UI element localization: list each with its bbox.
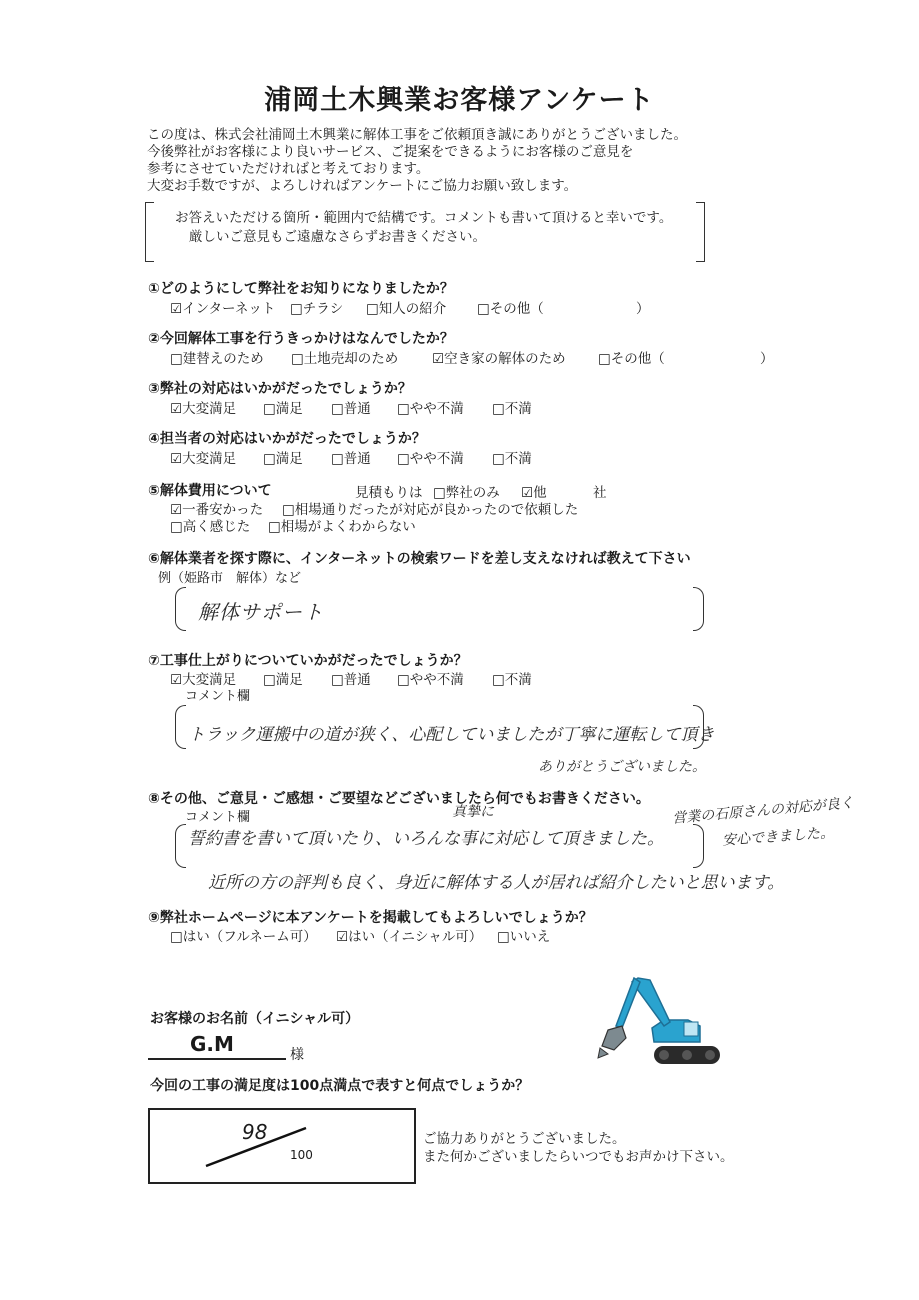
q7-comment-line2[interactable]: ありがとうございました。 bbox=[538, 759, 706, 775]
excavator-wheel bbox=[659, 1050, 669, 1060]
q5-estimate bbox=[355, 481, 615, 499]
q8-question: ⑧その他、ご意見・ご感想・ご要望などございましたら何でもお書きください。 bbox=[148, 791, 650, 807]
q7-comment-left-bracket bbox=[175, 705, 186, 749]
q1-option-internet[interactable]: ☑インターネット bbox=[170, 301, 276, 317]
q7-option-neutral[interactable]: □普通 bbox=[331, 672, 371, 688]
q9-option-initials[interactable]: ☑はい（イニシャル可） bbox=[336, 929, 483, 945]
q8-comment-insert[interactable]: 真摯に bbox=[452, 804, 494, 820]
closing-text bbox=[423, 1130, 734, 1166]
q7-option-somewhat-dissatisfied[interactable]: □やや不満 bbox=[397, 672, 464, 688]
q5-option-only-us[interactable]: □弊社のみ bbox=[433, 485, 500, 501]
q8-comment-line2[interactable]: 近所の方の評判も良く、身近に解体する人が居れば紹介したいと思います。 bbox=[208, 873, 785, 893]
q5-options-row2 bbox=[170, 515, 470, 533]
notice-left-bracket bbox=[145, 202, 154, 262]
q9-options bbox=[170, 925, 590, 943]
q9-option-no[interactable]: □いいえ bbox=[497, 929, 551, 945]
q2-options bbox=[170, 347, 790, 365]
excavator-wheel bbox=[705, 1050, 715, 1060]
q1-question: ①どのようにして弊社をお知りになりましたか？ bbox=[148, 281, 454, 297]
q7-comment-label: コメント欄 bbox=[185, 689, 251, 704]
name-value: G.M bbox=[190, 1032, 234, 1056]
excavator-arm bbox=[616, 978, 640, 1028]
q7-comment-line1[interactable]: トラック運搬中の道が狭く、心配していましたが丁寧に運転して頂き bbox=[188, 725, 715, 745]
notice-right-bracket bbox=[696, 202, 705, 262]
closing-line: また何かございましたらいつでもお声かけ下さい。 bbox=[423, 1149, 734, 1165]
q6-answer-right-bracket bbox=[693, 587, 704, 631]
q6-answer-left-bracket bbox=[175, 587, 186, 631]
excavator-wheel bbox=[682, 1050, 692, 1060]
q8-comment-label: コメント欄 bbox=[185, 810, 251, 825]
q2-option-other[interactable]: □その他（ bbox=[598, 351, 665, 367]
notice-line: お答えいただける箇所・範囲内で結構です。コメントも書いて頂けると幸いです。 bbox=[175, 210, 673, 226]
q2-option-vacant-house[interactable]: ☑空き家の解体のため bbox=[432, 351, 566, 367]
score-max: 100 bbox=[290, 1148, 313, 1162]
q3-option-neutral[interactable]: □普通 bbox=[331, 401, 371, 417]
notice-text bbox=[175, 209, 672, 247]
q4-question: ④担当者の対応はいかがだったでしょうか？ bbox=[148, 431, 426, 447]
q1-option-other[interactable]: □その他（ bbox=[477, 301, 544, 317]
q6-question: ⑥解体業者を探す際に、インターネットの検索ワードを差し支えなければ教えて下さい bbox=[148, 551, 691, 567]
q7-question: ⑦工事仕上がりについていかがだったでしょうか？ bbox=[148, 653, 468, 669]
q5-option-unsure[interactable]: □相場がよくわからない bbox=[268, 519, 416, 535]
excavator-jaw bbox=[598, 1048, 608, 1058]
excavator-crusher bbox=[602, 1026, 626, 1050]
name-label: お客様のお名前（イニシャル可） bbox=[150, 1011, 360, 1027]
q5-option-market-rate[interactable]: □相場通りだったが対応が良かったので依頼した bbox=[282, 502, 579, 518]
q8-comment-left-bracket bbox=[175, 824, 186, 868]
q4-options bbox=[170, 447, 590, 465]
page-title: 浦岡土木興業お客様アンケート bbox=[264, 85, 655, 116]
q3-question: ③弊社の対応はいかがだったでしょうか？ bbox=[148, 381, 412, 397]
q7-option-dissatisfied[interactable]: □不満 bbox=[492, 672, 532, 688]
q8-comment-right-bracket bbox=[693, 824, 704, 868]
q3-option-very-satisfied[interactable]: ☑大変満足 bbox=[170, 401, 237, 417]
score-value: 98 bbox=[242, 1120, 268, 1144]
q2-option-other-close: ） bbox=[760, 351, 774, 367]
intro-line: 参考にさせていただければと考えております。 bbox=[147, 161, 430, 177]
q8-comment-line1[interactable]: 誓約書を書いて頂いたり、いろんな事に対応して頂きました。 bbox=[188, 829, 664, 849]
q4-option-satisfied[interactable]: □満足 bbox=[263, 451, 303, 467]
score-slash-icon bbox=[202, 1124, 312, 1170]
q4-option-dissatisfied[interactable]: □不満 bbox=[492, 451, 532, 467]
excavator-window bbox=[684, 1022, 698, 1036]
q1-option-flyer[interactable]: □チラシ bbox=[290, 301, 344, 317]
q9-question: ⑨弊社ホームページに本アンケートを掲載してもよろしいでしょうか？ bbox=[148, 910, 593, 926]
name-suffix: 様 bbox=[290, 1047, 304, 1063]
q2-option-land-sale[interactable]: □土地売却のため bbox=[291, 351, 399, 367]
q5-option-expensive[interactable]: □高く感じた bbox=[170, 519, 251, 535]
q1-option-other-close: ） bbox=[636, 301, 650, 317]
q6-example: 例（姫路市 解体）など bbox=[158, 571, 302, 586]
q9-option-full-name[interactable]: □はい（フルネーム可） bbox=[170, 929, 317, 945]
name-field[interactable] bbox=[148, 1032, 286, 1060]
excavator-icon bbox=[592, 970, 732, 1078]
notice-line: 厳しいご意見もご遠慮なさらずお書きください。 bbox=[189, 229, 486, 245]
q3-option-somewhat-dissatisfied[interactable]: □やや不満 bbox=[397, 401, 464, 417]
score-box[interactable] bbox=[148, 1108, 416, 1184]
q3-options bbox=[170, 397, 590, 415]
q4-option-neutral[interactable]: □普通 bbox=[331, 451, 371, 467]
q5-question: ⑤解体費用について bbox=[148, 483, 272, 499]
intro-text bbox=[147, 127, 687, 195]
q7-option-satisfied[interactable]: □満足 bbox=[263, 672, 303, 688]
q8-comment-side1[interactable]: 営業の石原さんの対応が良く bbox=[671, 795, 855, 827]
q1-options bbox=[170, 297, 690, 315]
q6-answer[interactable]: 解体サポート bbox=[198, 600, 324, 624]
intro-line: この度は、株式会社浦岡土木興業に解体工事をご依頼頂き誠にありがとうございました。 bbox=[147, 127, 687, 143]
q7-options bbox=[170, 668, 590, 686]
q8-comment-side2[interactable]: 安心できました。 bbox=[721, 825, 835, 849]
q2-option-rebuild[interactable]: □建替えのため bbox=[170, 351, 264, 367]
q3-option-satisfied[interactable]: □満足 bbox=[263, 401, 303, 417]
q5-option-cheapest[interactable]: ☑一番安かった bbox=[170, 502, 264, 518]
notice-box bbox=[145, 202, 705, 260]
q1-option-referral[interactable]: □知人の紹介 bbox=[366, 301, 447, 317]
closing-line: ご協力ありがとうございました。 bbox=[423, 1131, 626, 1147]
q5-option-others[interactable]: ☑他 bbox=[521, 485, 547, 501]
q5-estimate-label: 見積もりは bbox=[355, 485, 423, 501]
q4-option-somewhat-dissatisfied[interactable]: □やや不満 bbox=[397, 451, 464, 467]
q4-option-very-satisfied[interactable]: ☑大変満足 bbox=[170, 451, 237, 467]
score-question: 今回の工事の満足度は100点満点で表すと何点でしょうか？ bbox=[150, 1078, 530, 1094]
q3-option-dissatisfied[interactable]: □不満 bbox=[492, 401, 532, 417]
q5-option-company-suffix: 社 bbox=[593, 485, 607, 501]
intro-line: 大変お手数ですが、よろしければアンケートにご協力お願い致します。 bbox=[147, 178, 578, 194]
q5-options-row1 bbox=[170, 498, 630, 516]
q2-question: ②今回解体工事を行うきっかけはなんでしたか？ bbox=[148, 331, 454, 347]
intro-line: 今後弊社がお客様により良いサービス、ご提案をできるようにお客様のご意見を bbox=[147, 144, 634, 160]
q7-option-very-satisfied[interactable]: ☑大変満足 bbox=[170, 672, 237, 688]
